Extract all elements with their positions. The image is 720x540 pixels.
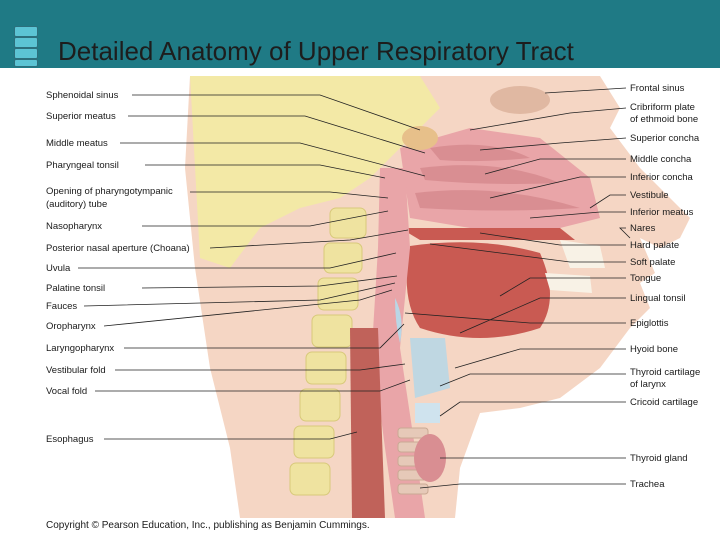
label-middle-concha: Middle concha xyxy=(630,154,692,165)
label-sphenoidal-sinus: Sphenoidal sinus xyxy=(46,90,119,101)
label-pharyngeal-tonsil: Pharyngeal tonsil xyxy=(46,160,119,171)
label-pharyngotympanic-opening: Opening of pharyngotympanic xyxy=(46,186,173,197)
slide-title: Detailed Anatomy of Upper Respiratory Tract xyxy=(58,36,574,66)
label-posterior-nasal-aperture: Posterior nasal aperture (Choana) xyxy=(46,243,190,254)
label-soft-palate: Soft palate xyxy=(630,257,676,268)
label-middle-meatus: Middle meatus xyxy=(46,138,108,149)
label-thyroid-cartilage: Thyroid cartilage xyxy=(630,367,701,378)
label-thyroid-gland: Thyroid gland xyxy=(630,453,688,464)
label-trachea: Trachea xyxy=(630,479,665,490)
label-cribriform-plate: Cribriform plate xyxy=(630,102,695,113)
label-uvula: Uvula xyxy=(46,263,71,274)
label-superior-meatus: Superior meatus xyxy=(46,111,116,122)
label-lingual-tonsil: Lingual tonsil xyxy=(630,293,686,304)
anatomy-figure xyxy=(0,68,720,518)
label-esophagus: Esophagus xyxy=(46,434,94,445)
label-frontal-sinus: Frontal sinus xyxy=(630,83,685,94)
label-inferior-concha: Inferior concha xyxy=(630,172,693,183)
label-epiglottis: Epiglottis xyxy=(630,318,669,329)
label-inferior-meatus: Inferior meatus xyxy=(630,207,694,218)
label-hard-palate: Hard palate xyxy=(630,240,680,251)
label-auditory-tube: (auditory) tube xyxy=(46,199,108,210)
label-hyoid-bone: Hyoid bone xyxy=(630,344,679,355)
label-nasopharynx: Nasopharynx xyxy=(46,221,102,232)
label-vocal-fold: Vocal fold xyxy=(46,386,88,397)
label-laryngopharynx: Laryngopharynx xyxy=(46,343,115,354)
slide-menu-icon xyxy=(14,26,38,68)
label-palatine-tonsil: Palatine tonsil xyxy=(46,283,106,294)
label-fauces: Fauces xyxy=(46,301,78,312)
label-ethmoid-bone: of ethmoid bone xyxy=(630,114,699,125)
label-superior-concha: Superior concha xyxy=(630,133,700,144)
label-tongue: Tongue xyxy=(630,273,662,284)
copyright-notice: Copyright © Pearson Education, Inc., publishing as Benjamin Cummings. xyxy=(46,520,370,531)
label-vestibular-fold: Vestibular fold xyxy=(46,365,106,376)
label-nares: Nares xyxy=(630,223,656,234)
label-vestibule: Vestibule xyxy=(630,190,669,201)
label-of-larynx: of larynx xyxy=(630,379,666,390)
anatomy-illustration xyxy=(0,68,720,518)
label-oropharynx: Oropharynx xyxy=(46,321,96,332)
label-cricoid-cartilage: Cricoid cartilage xyxy=(630,397,699,408)
